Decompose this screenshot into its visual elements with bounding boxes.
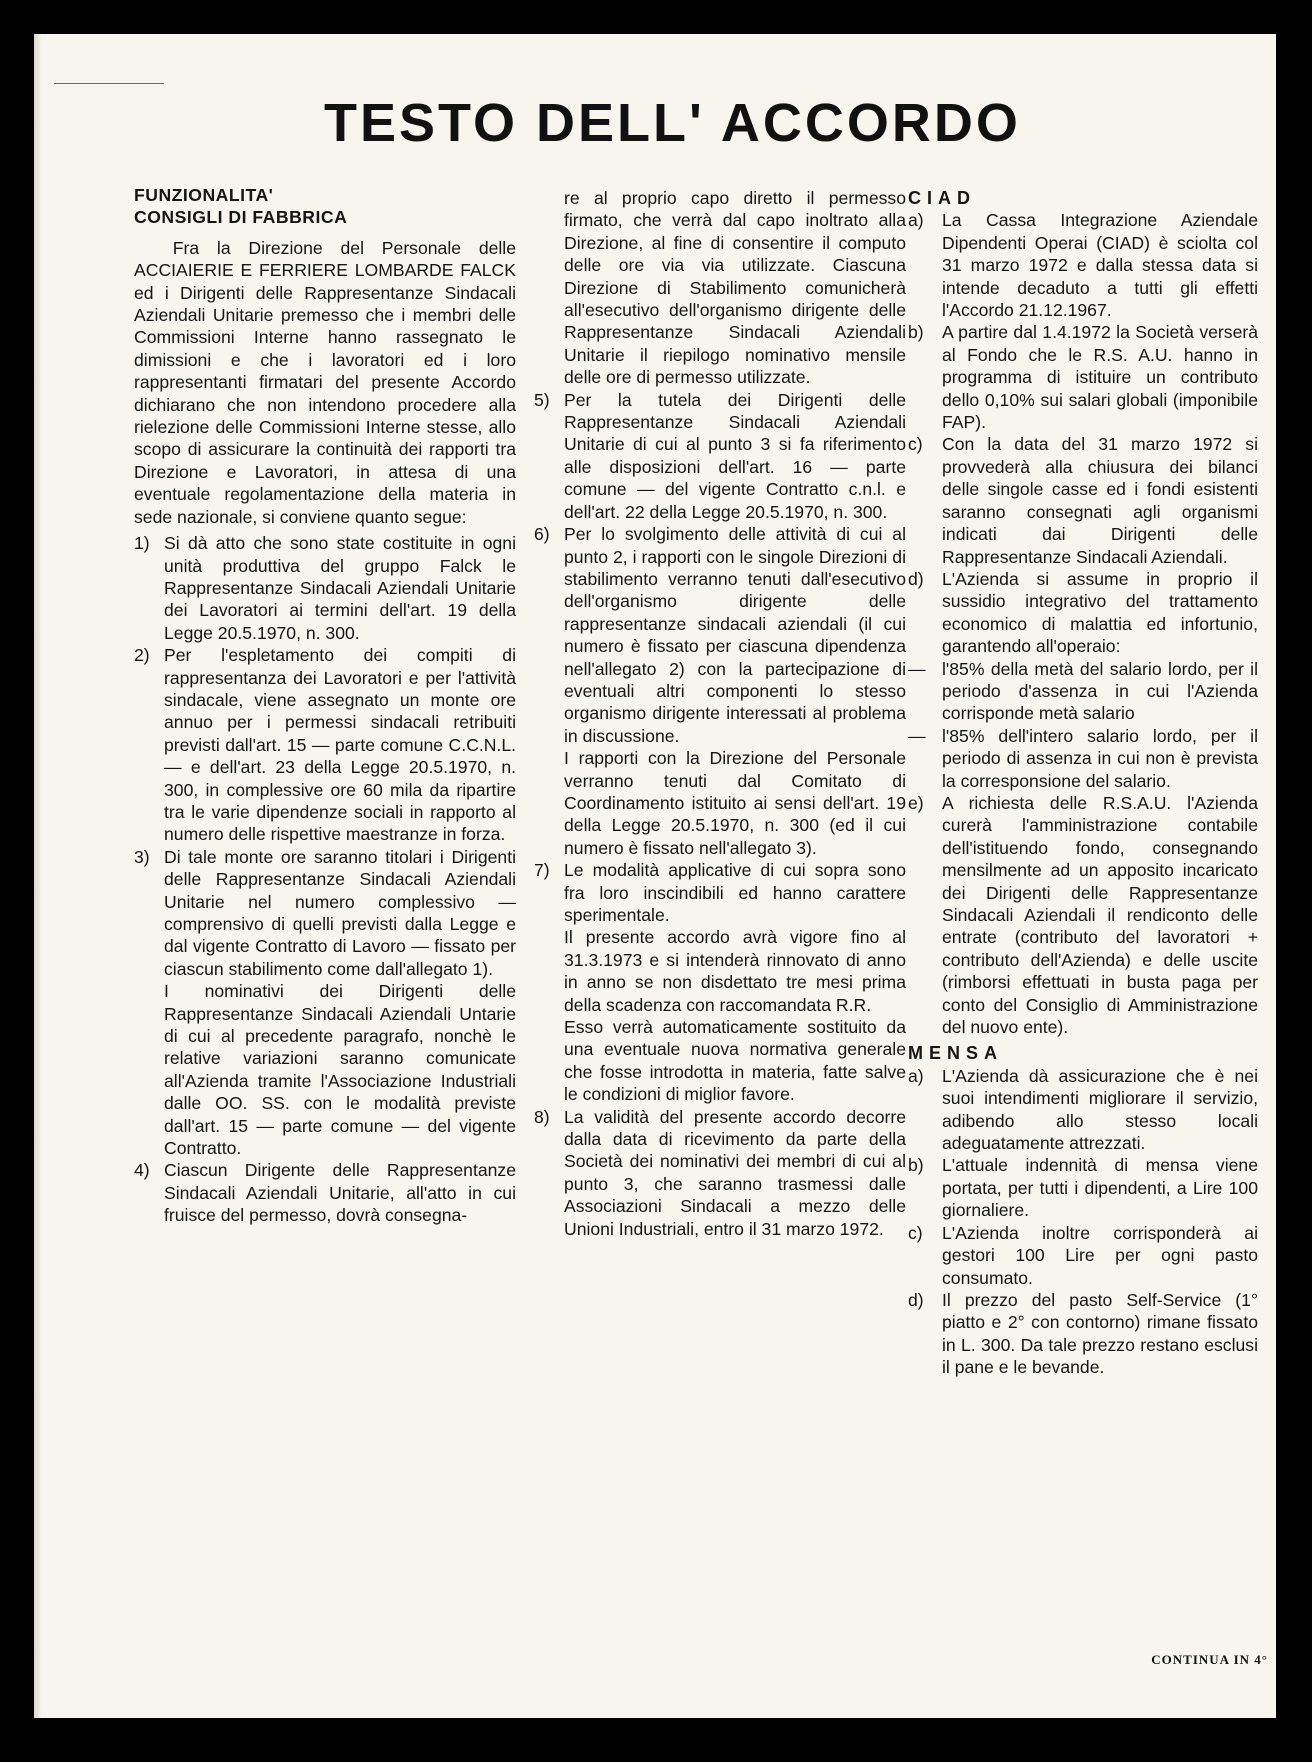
item-number: 6)	[534, 524, 550, 545]
heading-ciad: CIAD	[908, 188, 976, 208]
list-item	[134, 980, 516, 1159]
paragraph-nominativi: I nominativi dei Dirigenti delle Rappresentanze Sindacali Aziendali Untarie di cui al precedente paragrafo, nonchè le relative variazioni saranno comunicate all'Azienda tramite l'Associazione Industriali dalle OO. SS. con le modalità previste dall'art. 15 — parte comune — del vigente Contratto.	[164, 981, 516, 1159]
item-text: Il prezzo del pasto Self-Service (1° piatto e 2° con contorno) rimane fissato in L. 300. Da tale prezzo restano esclusi il pane e le bevande.	[942, 1289, 1258, 1378]
item-number: 2)	[134, 645, 150, 666]
list-item	[908, 1222, 1258, 1289]
item-text: A richiesta delle R.S.A.U. l'Azienda curerà l'amministrazione contabile dell'istituendo fondo, consegnando mensilmente ad un apposito incaricato dei Dirigenti delle Rappresentanze Sindacali Aziendali il rendiconto delle entrate (contributo del lavoratori + contributo dell'Azienda) e delle uscite (rimborsi effettuati in busta paga per conto del Consiglio di Amministrazione del nuovo ente).	[942, 792, 1258, 1038]
item-dash: —	[908, 658, 926, 679]
top-rule	[54, 83, 164, 84]
list-item	[534, 747, 906, 859]
paragraph-vigore: Il presente accordo avrà vigore fino al 31.3.1973 e si intenderà rinnovato di anno in anno se non disdettato tre mesi prima della scadenza con raccomandata R.R.	[564, 927, 906, 1015]
item-continuation: re al proprio capo diretto il permesso firmato, che verrà dal capo inoltrato alla Direzione, al fine di consentire il computo delle ore via via utilizzate. Ciascuna Direzione di Stabilimento comunicherà all'esecutivo dell'organismo dirigente delle Rappresentanze Sindacali Aziendali Unitarie il riepilogo nominativo mensile delle ore di permesso utilizzate.	[564, 188, 906, 388]
item-letter: c)	[908, 434, 923, 455]
list-item	[534, 187, 906, 389]
list-item	[908, 1065, 1258, 1155]
item-text: Di tale monte ore saranno titolari i Dirigenti delle Rappresentanze Sindacali Aziendali Unitarie nel numero complessivo — comprensivo di quelli previsti dalla Legge e dal vigente Contratto di Lavoro — fissato per ciascun stabilimento come dall'allegato 1).	[164, 846, 516, 979]
list-item	[534, 389, 906, 523]
column-1	[134, 184, 516, 1227]
item-letter: a)	[908, 1065, 924, 1086]
item-number: 3)	[134, 846, 150, 867]
intro-paragraph: Fra la Direzione del Personale delle ACCIAIERIE E FERRIERE LOMBARDE FALCK ed i Dirigenti delle Rappresentanze Sindacali Aziendali Unitarie premesso che i membri delle Commissioni Interne hanno rassegnato le dimissioni e che i lavoratori ed i loro rappresentanti firmatari del presente Accordo dichiarano che non intendono procedere alla rielezione delle Commissioni Interne stesse, allo scopo di assicurare la continuità dei rapporti tra Direzione e Lavoratori, in attesa di una eventuale regolamentazione della materia in sede nazionale, si conviene quanto segue:	[134, 237, 516, 527]
item-text: A partire dal 1.4.1972 la Società verserà al Fondo che le R.S. A.U. hanno in programma di istituire un contributo dello 0,10% sui salari globali (imponibile FAP).	[942, 322, 1258, 433]
item-text: La Cassa Integrazione Aziendale Dipendenti Operai (CIAD) è sciolta col 31 marzo 1972 e dalla stessa data si intende decaduto a tutti gli effetti l'Accordo 21.12.1967.	[942, 210, 1258, 321]
list-item	[908, 433, 1258, 567]
list-item	[134, 644, 516, 846]
item-text: Ciascun Dirigente delle Rappresentanze Sindacali Aziendali Unitarie, all'atto in cui fruisce del permesso, dovrà consegna-	[164, 1160, 516, 1226]
list-item	[534, 1016, 906, 1106]
item-letter: b)	[908, 322, 924, 343]
list-item	[908, 1154, 1258, 1221]
item-text: Le modalità applicative di cui sopra sono fra loro inscindibili ed hanno carattere sperimentale.	[564, 860, 906, 925]
page-sheet	[34, 34, 1276, 1718]
item-text: Con la data del 31 marzo 1972 si provvederà alla chiusura dei bilanci delle singole casse ed i fondi esistenti saranno consegnati agli organismi indicati dai Dirigenti delle Rappresentanze Sindacali Aziendali.	[942, 434, 1258, 567]
list-item	[908, 1289, 1258, 1379]
item-text: L'attuale indennità di mensa viene portata, per tutti i dipendenti, a Lire 100 giornaliere.	[942, 1155, 1258, 1221]
item-text: L'Azienda si assume in proprio il sussidio integrativo del trattamento economico di malattia ed infortunio, garantendo all'operaio:	[942, 568, 1258, 657]
item-text: l'85% della metà del salario lordo, per il periodo d'assenza in cui l'Azienda corrisponde metà salario	[942, 658, 1258, 724]
list-item	[908, 568, 1258, 658]
item-number: 5)	[534, 389, 550, 410]
item-letter: d)	[908, 1289, 924, 1310]
paragraph-sostituito: Esso verrà automaticamente sostituito da una eventuale nuova normativa generale che fosse introdotta in materia, fatte salve le condizioni di miglior favore.	[564, 1017, 906, 1105]
heading-funzionalita: FUNZIONALITA'	[134, 185, 274, 205]
list-item	[134, 532, 516, 644]
list-item	[534, 859, 906, 926]
continued-note: CONTINUA IN 4°	[1151, 1652, 1268, 1667]
item-dash: —	[908, 725, 926, 746]
list-item	[134, 846, 516, 980]
item-letter: b)	[908, 1155, 924, 1176]
heading-consigli: CONSIGLI DI FABBRICA	[134, 207, 348, 228]
page-title: TESTO DELL' ACCORDO	[324, 93, 1021, 153]
item-text: l'85% dell'intero salario lordo, per il periodo di assenza in cui non è prevista la corresponsione del salario.	[942, 725, 1258, 791]
heading-mensa: MENSA	[908, 1043, 1004, 1064]
list-item	[908, 321, 1258, 433]
list-item	[534, 926, 906, 1016]
list-item	[534, 523, 906, 747]
item-text: Per lo svolgimento delle attività di cui al punto 2, i rapporti con le singole Direzioni di stabilimento verranno tenuti dall'esecutivo dell'organismo dirigente delle rappresentanze sindacali aziendali (il cui numero è fissato per ciascuna dipendenza nell'allegato 2) con la partecipazione di eventuali altri componenti lo stesso organismo dirigente interessati al problema in discussione.	[564, 524, 906, 746]
item-number: 7)	[534, 860, 550, 881]
binding-edge	[34, 34, 42, 1718]
item-text: La validità del presente accordo decorre dalla data di ricevimento da parte della Società dei nominativi dei membri di cui al punto 3, che saranno trasmessi dalle Associazioni Sindacali a mezzo delle Unioni Industriali, entro il 31 marzo 1972.	[564, 1106, 906, 1239]
list-item	[908, 725, 1258, 792]
item-letter: a)	[908, 210, 924, 231]
item-text: L'Azienda inoltre corrisponderà ai gestori 100 Lire per ogni pasto consumato.	[942, 1222, 1258, 1288]
item-text: L'Azienda dà assicurazione che è nei suoi intendimenti migliorare il servizio, adibendo allo stesso locali adeguatamente attrezzati.	[942, 1065, 1258, 1154]
paragraph-rapporti: I rapporti con la Direzione del Personale verranno tenuti dal Comitato di Coordinamento istituito ai sensi dell'art. 19 della Legge 20.5.1970, n. 300 (ed il cui numero è fissato nell'allegato 3).	[564, 748, 906, 858]
item-letter: c)	[908, 1222, 923, 1243]
item-number: 1)	[134, 533, 150, 554]
item-letter: e)	[908, 792, 924, 813]
column-3	[908, 187, 1258, 1379]
list-item	[908, 658, 1258, 725]
item-text: Per la tutela dei Dirigenti delle Rappresentanze Sindacali Aziendali Unitarie di cui al punto 3 si fa riferimento alle disposizioni dell'art. 16 — parte comune — del vigente Contratto c.n.l. e dell'art. 22 della Legge 20.5.1970, n. 300.	[564, 389, 906, 522]
item-number: 4)	[134, 1160, 150, 1181]
list-item	[534, 1106, 906, 1240]
list-item	[908, 792, 1258, 1038]
item-number: 8)	[534, 1106, 550, 1127]
list-item	[908, 209, 1258, 321]
item-text: Si dà atto che sono state costituite in ogni unità produttiva del gruppo Falck le Rappresentanze Sindacali Aziendali Unitarie dei Lavoratori ai termini dell'art. 19 della Legge 20.5.1970, n. 300.	[164, 533, 516, 643]
item-text: Per l'espletamento dei compiti di rappresentanza dei Lavoratori e per l'attività sindacale, viene assegnato un monte ore annuo per i permessi sindacali retribuiti previsti dall'art. 15 — parte comune C.C.N.L. — e dell'art. 23 della Legge 20.5.1970, n. 300, in complessive ore 60 mila da ripartire tra le varie dipendenze sociali in rapporto al numero delle rispettive maestranze in forza.	[164, 645, 516, 845]
list-item	[134, 1159, 516, 1226]
item-letter: d)	[908, 568, 924, 589]
column-2	[534, 187, 906, 1240]
